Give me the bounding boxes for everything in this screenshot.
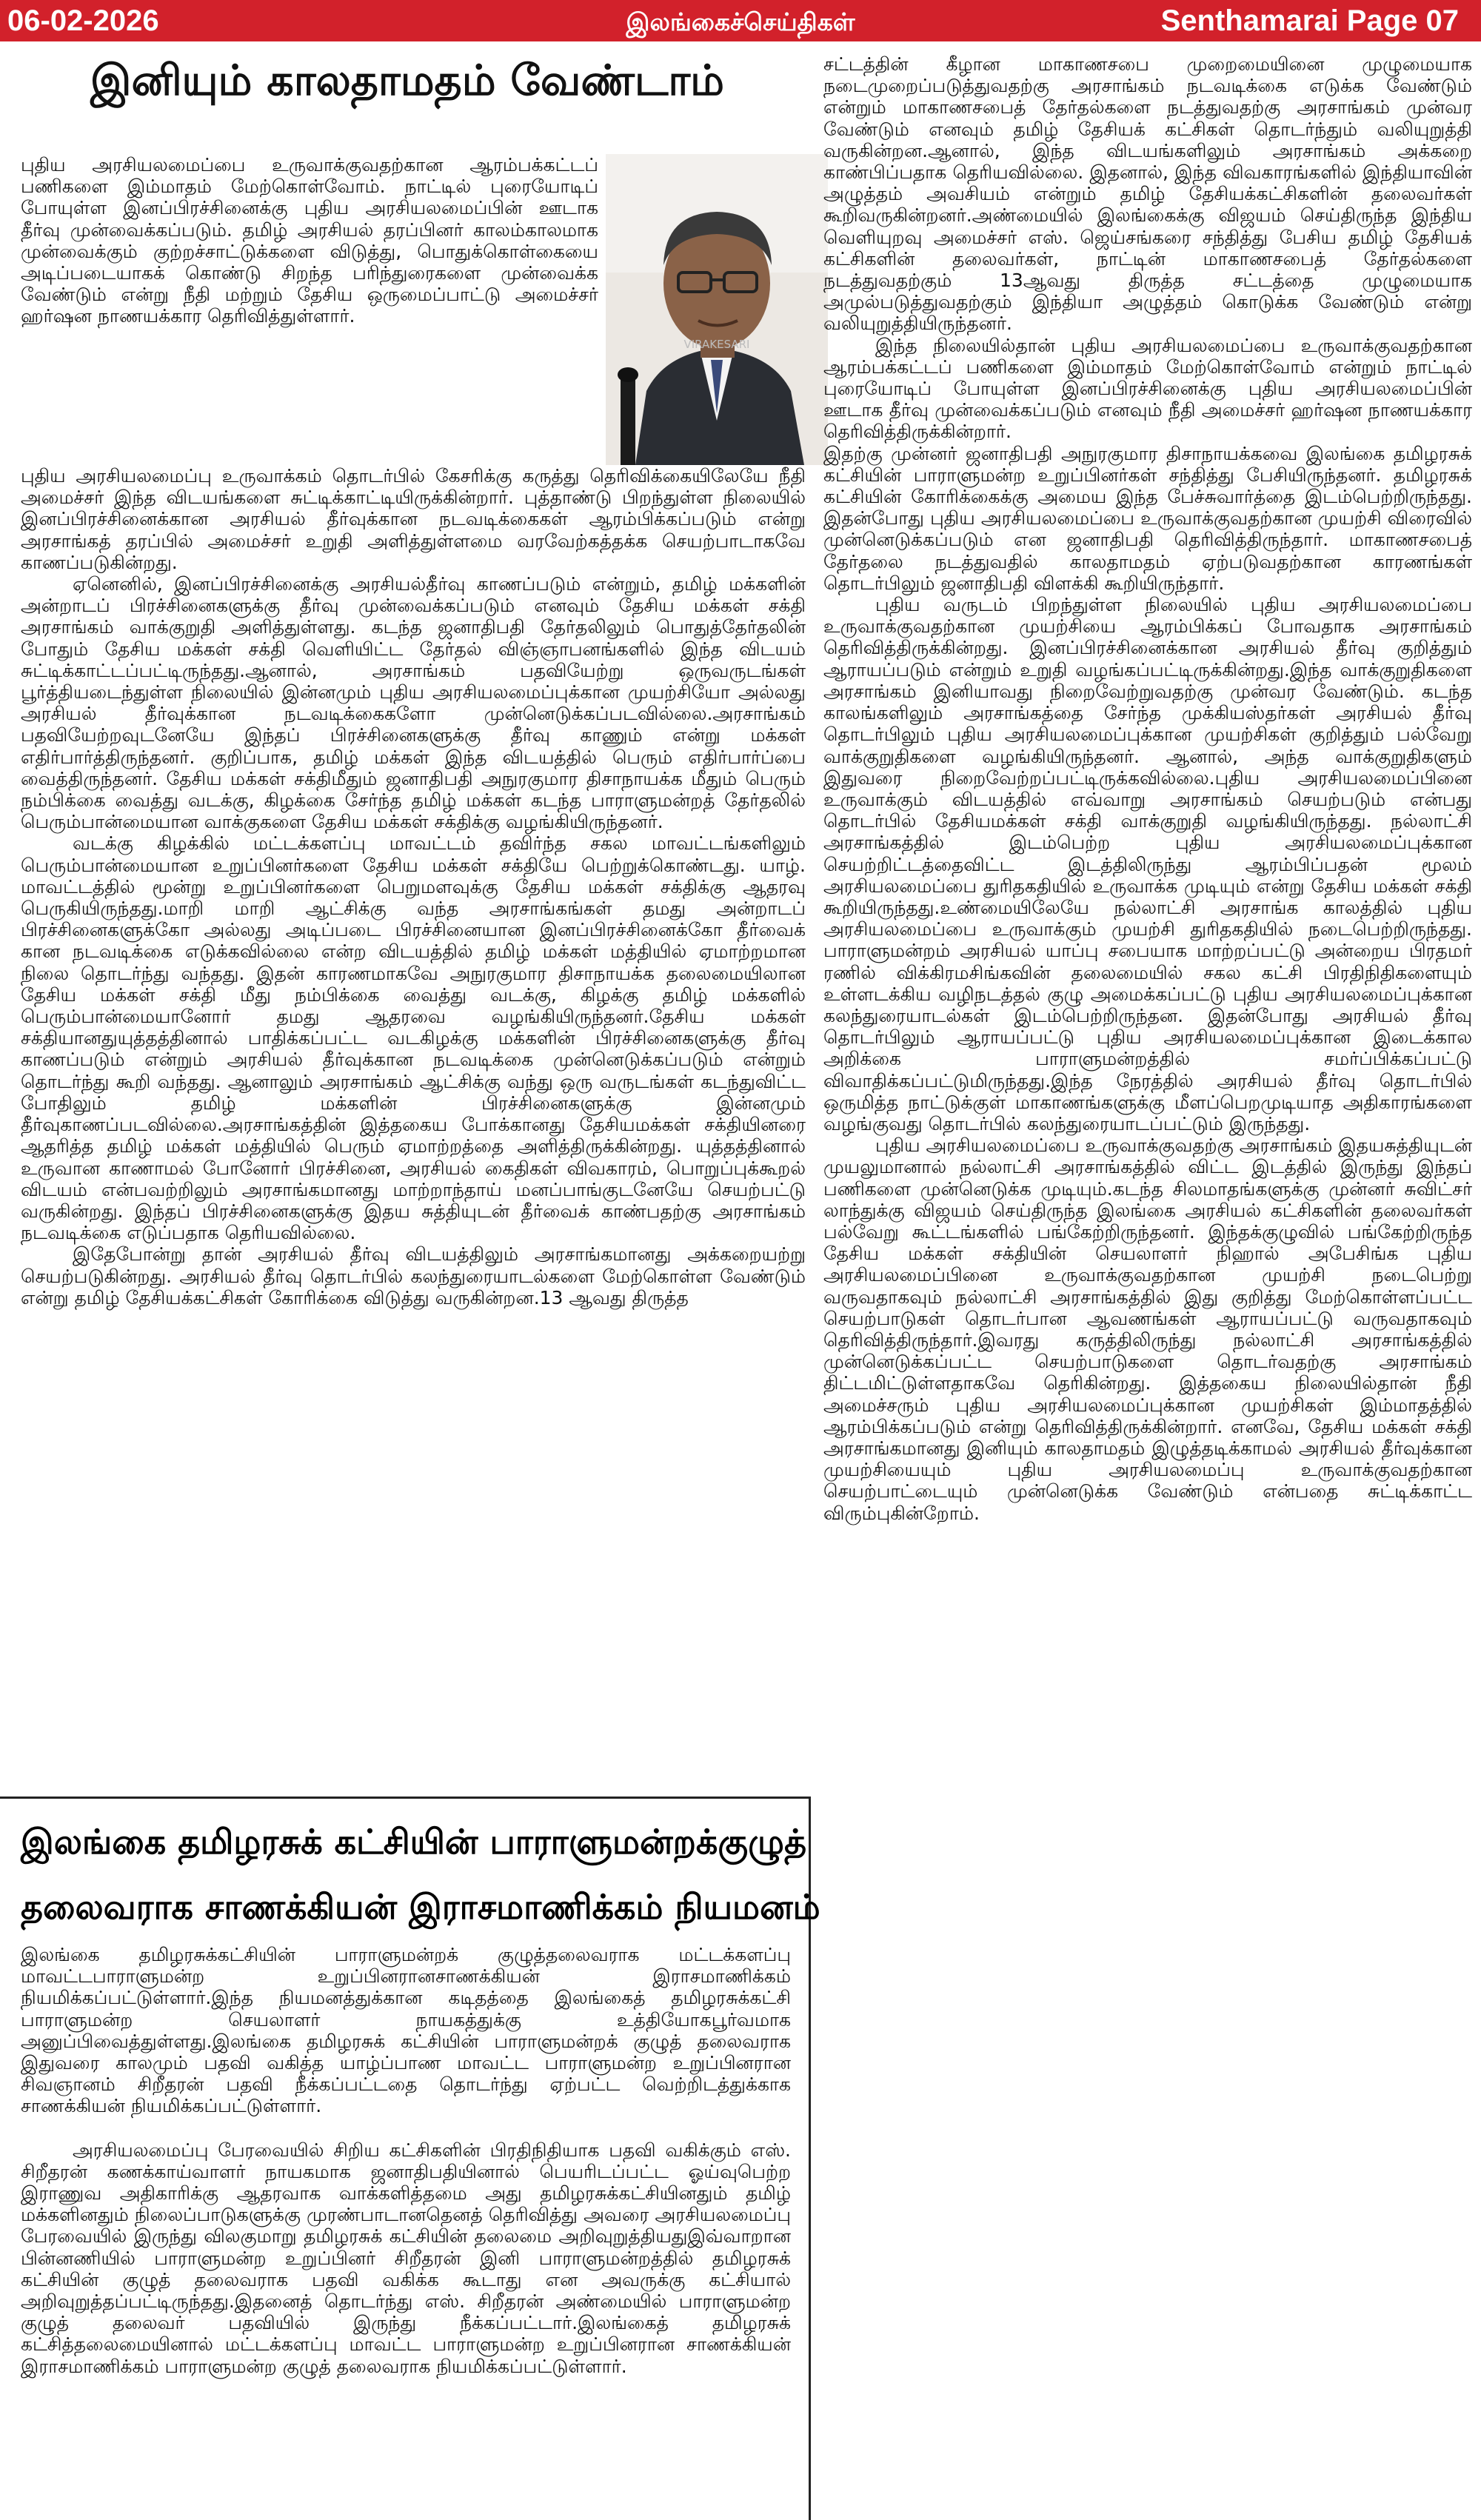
article-left-column [21,465,806,1791]
article-paragraph: வடக்கு கிழக்கில் மட்டக்களப்பு மாவட்டம் தவிர்ந்த சகல மாவட்டங்களிலும் பெரும்பான்மையான உறுப்பினர்களை தேசிய மக்கள் சக்தியே பெற்றுக்கொண்டது. யாழ். மாவட்டத்தில் மூன்று உறுப்பினர்களை பெறுமளவுக்கு தேசிய மக்கள் சக்திக்கு ஆதரவு பெருகியிருந்தது.மாறி மாறி ஆட்சிக்கு வந்த அரசாங்கங்கள் தமது அன்றாடப் பிரச்சினைகளுக்கோ அல்லது அடிப்படை பிரச்சினையான இனப்பிரச்சினைக்கோ தீர்வைக் கான நடவடிக்கை எடுக்கவில்லை என்ற விடயத்தில் தமிழ் மக்கள் மத்தியில் ஏமாற்றமான நிலை தொடர்ந்து வந்தது. இதன் காரணமாகவே அநுரகுமார திசாநாயக்க தலைமையிலான தேசிய மக்கள் சக்தி மீது நம்பிக்கை வைத்து வடக்கு, கிழக்கு தமிழ் மக்களில் பெரும்பான்மையானோர் தமது ஆதரவை வழங்கியிருந்தனர்.தேசிய மக்கள் சக்தியானதுயுத்தத்தினால் பாதிக்கப்பட்ட வடகிழக்கு மக்களின் பிரச்சினைகளுக்கு தீர்வு காணப்படும் என்றும் அரசியல் தீர்வுக்கான நடவடிக்கை முன்னெடுக்கப்படும் என்றும் தொடர்ந்து கூறி வந்தது. ஆனாலும் அரசாங்கம் ஆட்சிக்கு வந்து ஒரு வருடங்கள் கடந்துவிட்ட போதிலும் தமிழ் மக்களின் பிரச்சினைகளுக்கு இன்னமும் தீர்வுகாணப்படவில்லை.அரசாங்கத்தின் இத்தகைய போக்கானது தேசியமக்கள் சக்தியினரை ஆதரித்த தமிழ் மக்கள் மத்தியில் பெரும் ஏமாற்றத்தை அளித்திருக்கின்றது. யுத்தத்தினால் உருவான காணாமல் போனோர் பிரச்சினை, அரசியல் கைதிகள் விவகாரம், பொறுப்புக்கூறல் விடயம் என்பவற்றிலும் அரசாங்கமானது மாற்றாந்தாய் மனப்பாங்குடனேயே செயற்பட்டு வருகின்றது. இந்தப் பிரச்சினைகளுக்கு இதய சுத்தியுடன் தீர்வைக் காண்பதற்கு அரசாங்கம் நடவடிக்கை எடுப்பதாக தெரியவில்லை. [21,832,806,1244]
news-box [0,1797,820,2520]
news-headline [21,1809,820,1939]
page-label: Senthamarai Page 07 [1160,4,1459,37]
news-body [21,1944,791,2514]
article-paragraph: புதிய அரசியலமைப்பை உருவாக்குவதற்கான ஆரம்பக்கட்டப் பணிகளை இம்மாதம் மேற்கொள்வோம். நாட்டில் புரையோடிப் போயுள்ள இனப்பிரச்சினைக்கு புதிய அரசியலமைப்பின் ஊடாக தீர்வு முன்வைக்கப்படும். தமிழ் அரசியல் தரப்பினர் காலம்காலமாக முன்வைக்கும் குற்றச்சாட்டுக்களை விடுத்து, பொதுக்கொள்கையை அடிப்படையாகக் கொண்டு சிறந்த பரிந்துரைகளை முன்வைக்க வேண்டும் என்று நீதி மற்றும் தேசிய ஒருமைப்பாட்டு அமைச்சர் ஹர்ஷன நாணயக்கார தெரிவித்துள்ளார். [21,154,598,327]
portrait-image [606,154,828,465]
article-paragraph: சட்டத்தின் கீழான மாகாணசபை முறைமையினை முழுமையாக நடைமுறைப்படுத்துவதற்கு அரசாங்கம் நடவடிக்கை எடுக்க வேண்டும் என்றும் மாகாணசபைத் தேர்தல்களை நடத்துவதற்கு அரசாங்கம் முன்வர வேண்டும் எனவும் தமிழ் தேசியக் கட்சிகள் தொடர்ந்தும் வலியுறுத்தி வருகின்றன.ஆனால், இந்த விடயங்களிலும் அரசாங்கம் அக்கறை காண்பிப்பதாக தெரியவில்லை. இதனால், இந்த விவகாரங்களில் இந்தியாவின் அழுத்தம் அவசியம் என்றும் தமிழ் தேசியக்கட்சிகளின் தலைவர்கள் கூறிவருகின்றனர்.அண்மையில் இலங்கைக்கு விஜயம் செய்திருந்த இந்திய வெளியுறவு அமைச்சர் எஸ். ஜெய்சங்கரை சந்தித்து பேசிய தமிழ் தேசியக் கட்சிகளின் தலைவர்கள், நாட்டின் மாகாணசபைத் தேர்தல்களை நடத்துவதற்கும் 13ஆவது திருத்த சட்டத்தை முழுமையாக அமுல்படுத்துவதற்கும் இந்தியா அழுத்தம் கொடுக்க வேண்டும் என்று வலியுறுத்தியிருந்தனர். [823,53,1472,335]
news-headline-line-2: தலைவராக சாணக்கியன் இராசமாணிக்கம் நியமனம் [21,1887,820,1927]
article-paragraph: இதற்கு முன்னர் ஜனாதிபதி அநுரகுமார திசாநாயக்கவை இலங்கை தமிழரசுக் கட்சியின் பாராளுமன்ற உறுப்பினர்கள் சந்தித்து பேசியிருந்தனர். தமிழரசுக் கட்சியின் கோரிக்கைக்கு அமைய இந்த பேச்சுவார்த்தை இடம்பெற்றிருந்தது. இதன்போது புதிய அரசியலமைப்பை உருவாக்குவதற்கான முயற்சி விரைவில் முன்னெடுக்கப்படும் என ஜனாதிபதி தெரிவித்திருந்தார். மாகாணசபைத் தேர்தலை நடத்துவதில் காலதாமதம் ஏற்படுவதற்கான காரணங்கள் தொடர்பிலும் ஜனாதிபதி விளக்கி கூறியிருந்தார். [823,442,1472,594]
issue-date: 06-02-2026 [7,4,159,37]
news-headline-line-1: இலங்கை தமிழரசுக் கட்சியின் பாராளுமன்றக்குழுத் [21,1822,807,1862]
article-right-column [823,53,1472,2512]
article-paragraph: ஏனெனில், இனப்பிரச்சினைக்கு அரசியல்தீர்வு காணப்படும் என்றும், தமிழ் மக்களின் அன்றாடப் பிரச்சினைகளுக்கு தீர்வு முன்வைக்கப்படும் எனவும் தேசிய மக்கள் சக்தி அரசாங்கம் வாக்குறுதி அளித்துள்ளது. கடந்த ஜனாதிபதி தேர்தலிலும் பொதுத்தேர்தலின் போதும் தேசிய மக்கள் சக்தி வெளியிட்ட தேர்தல் விஞ்ஞாபனங்களில் இந்த விடயம் சுட்டிக்காட்டப்பட்டிருந்தது.ஆனால், அரசாங்கம் பதவியேற்று ஒருவருடங்கள் பூர்த்தியடைந்துள்ள நிலையில் இன்னமும் புதிய அரசியலமைப்புக்கான முயற்சியோ அல்லது அரசியல் தீர்வுக்கான நடவடிக்கைகளோ முன்னெடுக்கப்படவில்லை.அரசாங்கம் பதவியேற்றவுடனேயே இந்தப் பிரச்சினைகளுக்கு தீர்வு காணும் என்று மக்கள் எதிர்பார்த்திருந்தனர். குறிப்பாக, தமிழ் மக்கள் இந்த விடயத்தில் பெரும் எதிர்பார்ப்பை வைத்திருந்தனர். தேசிய மக்கள் சக்திமீதும் ஜனாதிபதி அநுரகுமார திசாநாயக்க மீதும் பெரும் நம்பிக்கை வைத்து வடக்கு, கிழக்கை சேர்ந்த தமிழ் மக்கள் கடந்த பாராளுமன்றத் தேர்தலில் பெரும்பான்மையான வாக்குகளை தேசிய மக்கள் சக்திக்கு வழங்கியிருந்தனர். [21,573,806,833]
article-paragraph: புதிய அரசியலமைப்பை உருவாக்குவதற்கு அரசாங்கம் இதயசுத்தியுடன் முயலுமானால் நல்லாட்சி அரசாங்கத்தில் விட்ட இடத்தில் இருந்து இந்தப் பணிகளை முன்னெடுக்க முடியும்.கடந்த சிலமாதங்களுக்கு முன்னர் சுவிட்சர் லாந்துக்கு விஜயம் செய்திருந்த இலங்கை அரசியல் கட்சிகளின் தலைவர்கள் பல்வேறு கூட்டங்களில் பங்கேற்றிருந்தனர். இந்தக்குழுவில் பங்கேற்றிருந்த தேசிய மக்கள் சக்தியின் செயலாளர் நிஹால் அபேசிங்க புதிய அரசியலமைப்பினை உருவாக்குவதற்கான முயற்சி நடைபெற்று வருவதாகவும் நல்லாட்சி அரசாங்கத்தில் இது குறித்து மேற்கொள்ளப்பட்ட செயற்பாடுகள் தொடர்பான ஆவணங்கள் ஆராயப்பட்டு வருவதாகவும் தெரிவித்திருந்தார்.இவரது கருத்திலிருந்து நல்லாட்சி அரசாங்கத்தில் முன்னெடுக்கப்பட்ட செயற்பாடுகளை தொடர்வதற்கு அரசாங்கம் திட்டமிட்டுள்ளதாகவே தெரிகின்றது. இத்தகைய நிலையில்தான் நீதி அமைச்சரும் புதிய அரசியலமைப்புக்கான முயற்சிகள் இம்மாதத்தில் ஆரம்பிக்கப்படும் என்று தெரிவித்திருக்கின்றார். எனவே, தேசிய மக்கள் சக்தி அரசாங்கமானது இனியும் காலதாமதம் இழுத்தடிக்காமல் அரசியல் தீர்வுக்கான முயற்சியையும் புதிய அரசியலமைப்பு உருவாக்குவதற்கான செயற்பாட்டையும் முன்னெடுக்க வேண்டும் என்பதை சுட்டிக்காட்ட விரும்புகின்றோம். [823,1134,1472,1524]
photo-watermark: VIRAKESARI [683,338,750,351]
article-paragraph: புதிய அரசியலமைப்பு உருவாக்கம் தொடர்பில் கேசரிக்கு கருத்து தெரிவிக்கையிலேயே நீதி அமைச்சர் இந்த விடயங்களை சுட்டிக்காட்டியிருக்கின்றார். புத்தாண்டு பிறந்துள்ள நிலையில் இனப்பிரச்சினைக்கான அரசியல் தீர்வுக்கான நடவடிக்கைகள் ஆரம்பிக்கப்படும் என்று அரசாங்கத் தரப்பில் அமைச்சர் உறுதி அளித்துள்ளமை வரவேற்கத்தக்க செயற்பாடாகவே காணப்படுகின்றது. [21,465,806,573]
minister-photo [606,154,828,465]
article-paragraph: இதேபோன்று தான் அரசியல் தீர்வு விடயத்திலும் அரசாங்கமானது அக்கறையற்று செயற்படுகின்றது. அரசியல் தீர்வு தொடர்பில் கலந்துரையாடல்களை மேற்கொள்ள வேண்டும் என்று தமிழ் தேசியக்கட்சிகள் கோரிக்கை விடுத்து வருகின்றன.13 ஆவது திருத்த [21,1243,806,1309]
article-left-column-top [21,154,598,465]
publication-name: இலங்கைச்செய்திகள் [626,7,855,36]
article-paragraph: புதிய வருடம் பிறந்துள்ள நிலையில் புதிய அரசியலமைப்பை உருவாக்குவதற்கான முயற்சியை ஆரம்பிக்கப் போவதாக அரசாங்கம் தெரிவித்திருக்கின்றது. இனப்பிரச்சினைக்கான அரசியல் தீர்வு குறித்தும் ஆராயப்படும் என்றும் உறுதி வழங்கப்பட்டிருக்கின்றது.இந்த வாக்குறுதிகளை அரசாங்கம் இனியாவது நிறைவேற்றுவதற்கு முன்வர வேண்டும். கடந்த காலங்களிலும் அரசாங்கத்தை சேர்ந்த முக்கியஸ்தர்கள் அரசியல் தீர்வு தொடர்பிலும் புதிய அரசியலமைப்புக்கான முயற்சிகள் குறித்தும் பல்வேறு வாக்குறுதிகளை வழங்கியிருந்தனர். ஆனால், அந்த வாக்குறுதிகளும் இதுவரை நிறைவேற்றப்பட்டிருக்கவில்லை.புதிய அரசியலமைப்பினை உருவாக்கும் விடயத்தில் எவ்வாறு அரசாங்கம் செயற்படும் என்பது தொடர்பில் தேசியமக்கள் சக்தி வாக்குறுதி வழங்கியிருந்தது. நல்லாட்சி அரசாங்கத்தில் இடம்பெற்ற புதிய அரசியலமைப்புக்கான செயற்றிட்டத்தைவிட்ட இடத்திலிருந்து ஆரம்பிப்பதன் மூலம் அரசியலமைப்பை துரிதகதியில் உருவாக்க முடியும் என்று தேசிய மக்கள் சக்தி கூறியிருந்தது.உண்மையிலேயே நல்லாட்சி அரசாங்க காலத்தில் புதிய அரசியலமைப்பை உருவாக்கும் முயற்சி துரிதகதியில் நடைபெற்றிருந்தது. பாராளுமன்றம் அரசியல் யாப்பு சபையாக மாற்றப்பட்டு அன்றைய பிரதமர் ரணில் விக்கிரமசிங்கவின் தலைமையில் சகல கட்சி பிரதிநிதிகளையும் உள்ளடக்கிய வழிநடத்தல் குழு அமைக்கப்பட்டு புதிய அரசியலமைப்புக்கான கலந்துரையாடல்கள் இடம்பெற்றிருந்தன. இதன்போது அரசியல் தீர்வு தொடர்பிலும் ஆராயப்பட்டு புதிய அரசியலமைப்புக்கான இடைக்கால அறிக்கை பாராளுமன்றத்தில் சமர்ப்பிக்கப்பட்டு விவாதிக்கப்பட்டுமிருந்தது.இந்த நேரத்தில் அரசியல் தீர்வு தொடர்பில் ஒருமித்த நாட்டுக்குள் மாகாணங்களுக்கு மீளப்பெறமுடியாத அதிகாரங்களை வழங்குவது தொடர்பில் கலந்துரையாடப்பட்டும் இருந்தது. [823,594,1472,1134]
news-paragraph: அரசியலமைப்பு பேரவையில் சிறிய கட்சிகளின் பிரதிநிதியாக பதவி வகிக்கும் எஸ். சிறீதரன் கணக்காய்வாளர் நாயகமாக ஜனாதிபதியினால் பெயரிடப்பட்ட ஓய்வுபெற்ற இராணுவ அதிகாரிக்கு ஆதரவாக வாக்களித்தமை அது தமிழரசுக்கட்சியினதும் தமிழ் மக்களினதும் நிலைப்பாடுகளுக்கு முரண்பாடானதெனத் தெரிவித்து அவரை அரசியலமைப்பு பேரவையில் இருந்து விலகுமாறு தமிழரசுக் கட்சியின் தலைமை அறிவுறுத்தியதுஇவ்வாறான பின்னணியில் பாராளுமன்ற உறுப்பினர் சிறீதரன் இனி பாராளுமன்றத்தில் தமிழரசுக் கட்சியின் குழுத் தலைவராக பதவி வகிக்க கூடாது என அவருக்கு கட்சியால் அறிவுறுத்தப்பட்டிருந்தது.இதனைத் தொடர்ந்து எஸ். சிறீதரன் அண்மையில் பாராளுமன்ற குழுத் தலைவர் பதவியில் இருந்து நீக்கப்பட்டார்.இலங்கைத் தமிழரசுக் கட்சித்தலைமையினால் மட்டக்களப்பு மாவட்ட பாராளுமன்ற உறுப்பினரான சாணக்கியன் இராசமாணிக்கம் பாராளுமன்ற குழுத் தலைவராக நியமிக்கப்பட்டுள்ளார். [21,2139,791,2377]
article-title: இனியும் காலதாமதம் வேண்டாம் [90,56,724,105]
news-paragraph: இலங்கை தமிழரசுக்கட்சியின் பாராளுமன்றக் குழுத்தலைவராக மட்டக்களப்பு மாவட்டபாராளுமன்ற உறுப்பினரானசாணக்கியன் இராசமாணிக்கம் நியமிக்கப்பட்டுள்ளார்.இந்த நியமனத்துக்கான கடிதத்தை இலங்கைத் தமிழரசுக்கட்சி பாராளுமன்ற செயலாளர் நாயகத்துக்கு உத்தியோகபூர்வமாக அனுப்பிவைத்துள்ளது.இலங்கை தமிழரசுக் கட்சியின் பாராளுமன்றக் குழுத் தலைவராக இதுவரை காலமும் பதவி வகித்த யாழ்ப்பாண மாவட்ட பாராளுமன்ற உறுப்பினரான சிவஞானம் சிறீதரன் பதவி நீக்கப்பட்டதை தொடர்ந்து ஏற்பட்ட வெற்றிடத்துக்காக சாணக்கியன் நியமிக்கப்பட்டுள்ளார். [21,1944,791,2117]
article-paragraph: இந்த நிலையில்தான் புதிய அரசியலமைப்பை உருவாக்குவதற்கான ஆரம்பக்கட்டப் பணிகளை இம்மாதம் மேற்கொள்வோம் என்றும் நாட்டில் புரையோடிப் போயுள்ள இனப்பிரச்சினைக்கு புதிய அரசியலமைப்பின் ஊடாக தீர்வு முன்வைக்கப்படும் எனவும் நீதி அமைச்சர் ஹர்ஷன நாணயக்கார தெரிவித்திருக்கின்றார். [823,334,1472,443]
page-header [0,0,1481,41]
